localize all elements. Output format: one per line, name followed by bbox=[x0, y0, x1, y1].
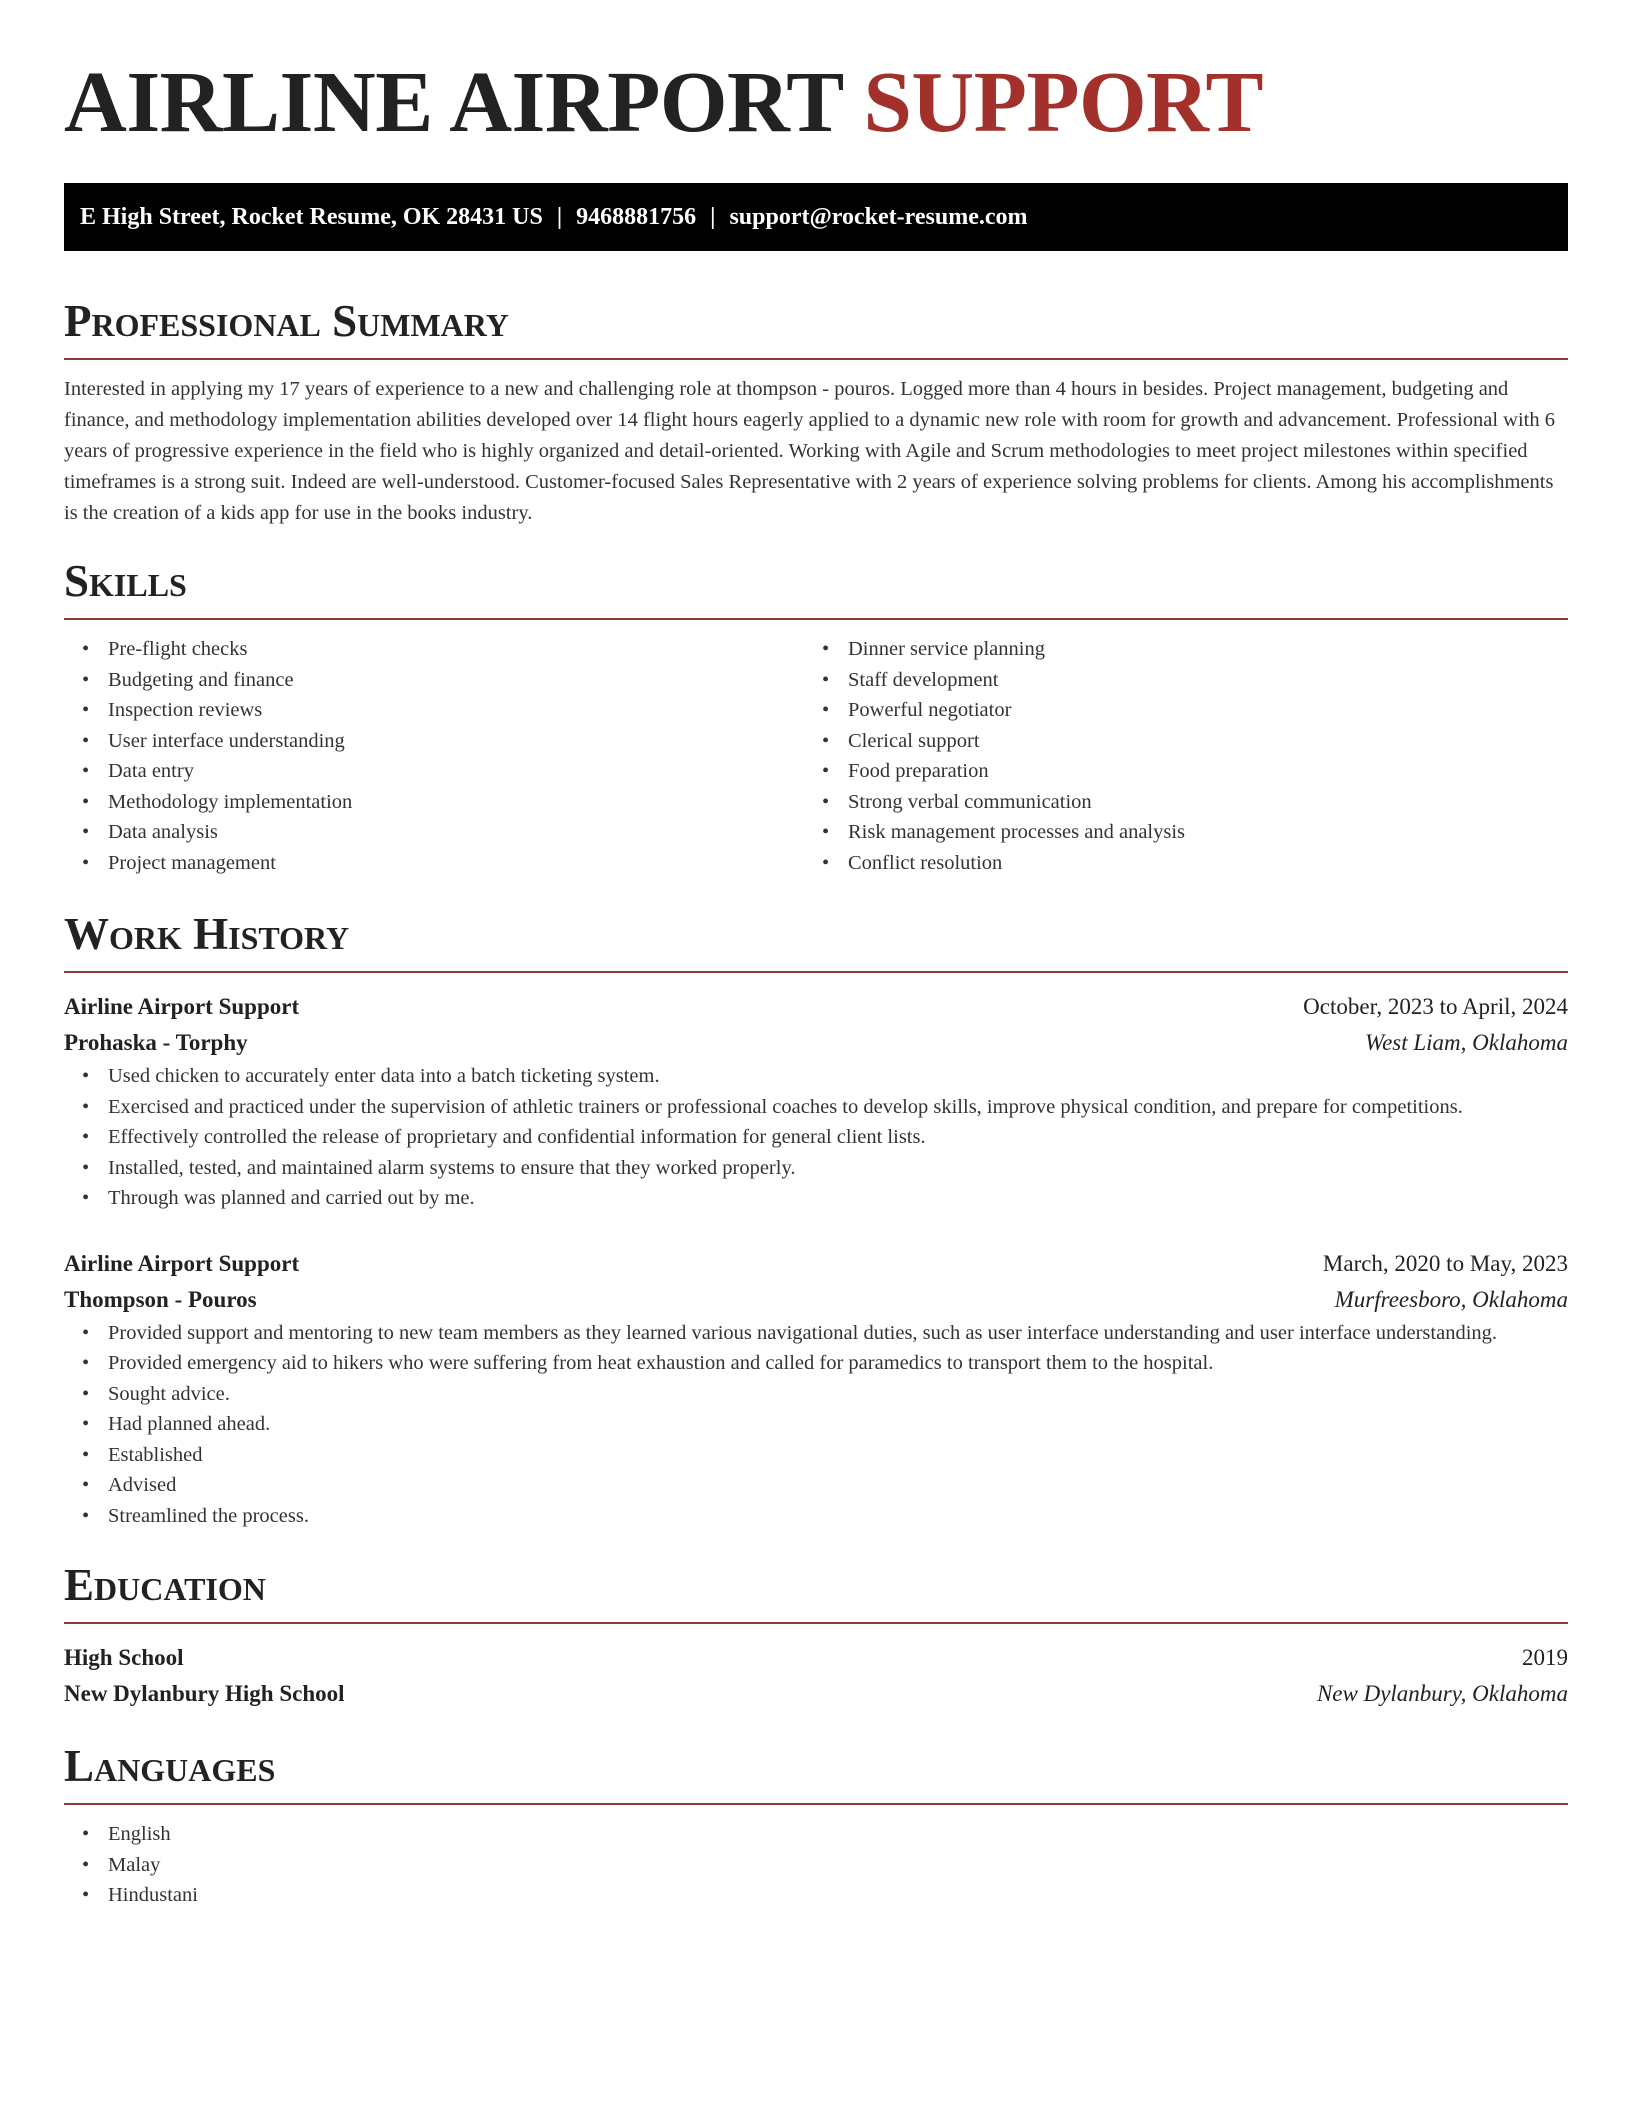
education-entry bbox=[64, 1640, 1568, 1712]
job-header-row bbox=[64, 989, 1568, 1025]
skill-item: • Powerful negotiator bbox=[848, 695, 1544, 726]
name-main: AIRLINE AIRPORT bbox=[64, 53, 843, 150]
contact-separator: | bbox=[556, 204, 563, 230]
education-section bbox=[64, 1560, 1568, 1712]
skills-column-left bbox=[64, 634, 804, 878]
language-item: • Malay bbox=[108, 1850, 1568, 1881]
skills-heading: Skills bbox=[64, 559, 1568, 620]
summary-section bbox=[64, 296, 1568, 529]
skill-item: • Data entry bbox=[108, 756, 804, 787]
job-company-row bbox=[64, 1282, 1568, 1318]
job-bullet: • Streamlined the process. bbox=[108, 1501, 1568, 1532]
job-location: Murfreesboro, Oklahoma bbox=[1334, 1286, 1568, 1312]
languages-heading: Languages bbox=[64, 1744, 1568, 1805]
education-year: 2019 bbox=[1522, 1645, 1568, 1670]
job-company: Thompson - Pouros bbox=[64, 1286, 257, 1312]
job-bullet: • Exercised and practiced under the supervision of athletic trainers or professional coaches to develop skills, improve physical condition, and prepare for competitions. bbox=[108, 1092, 1568, 1123]
skill-item: • Methodology implementation bbox=[108, 787, 804, 818]
job-company-row bbox=[64, 1025, 1568, 1061]
skill-item: • User interface understanding bbox=[108, 726, 804, 757]
skills-section bbox=[64, 556, 1568, 878]
skill-item: • Risk management processes and analysis bbox=[848, 817, 1544, 848]
education-school-row bbox=[64, 1676, 1568, 1712]
contact-address: E High Street, Rocket Resume, OK 28431 US bbox=[80, 204, 543, 230]
education-header-row bbox=[64, 1640, 1568, 1676]
education-heading: Education bbox=[64, 1563, 1568, 1624]
job-bullet: • Sought advice. bbox=[108, 1379, 1568, 1410]
skill-item: • Staff development bbox=[848, 665, 1544, 696]
skill-item: • Data analysis bbox=[108, 817, 804, 848]
contact-bar bbox=[64, 183, 1568, 251]
job-bullet: • Established bbox=[108, 1440, 1568, 1471]
job-header-row bbox=[64, 1246, 1568, 1282]
job-bullet: • Advised bbox=[108, 1470, 1568, 1501]
job-title: Airline Airport Support bbox=[64, 994, 300, 1019]
education-location: New Dylanbury, Oklahoma bbox=[1316, 1681, 1568, 1706]
skill-item: • Budgeting and finance bbox=[108, 665, 804, 696]
skill-item: • Project management bbox=[108, 848, 804, 879]
languages-section bbox=[64, 1741, 1568, 1911]
job-bullets bbox=[64, 1061, 1568, 1214]
skills-column-right bbox=[804, 634, 1544, 878]
job-bullet: • Had planned ahead. bbox=[108, 1409, 1568, 1440]
contact-phone: 9468881756 bbox=[576, 204, 697, 230]
language-item: • English bbox=[108, 1819, 1568, 1850]
skills-grid bbox=[64, 634, 1568, 878]
job-dates: October, 2023 to April, 2024 bbox=[1303, 994, 1568, 1019]
job-title: Airline Airport Support bbox=[64, 1250, 300, 1276]
job-entry bbox=[64, 1246, 1568, 1532]
education-degree: High School bbox=[64, 1645, 184, 1670]
job-entry bbox=[64, 989, 1568, 1214]
skill-item: • Dinner service planning bbox=[848, 634, 1544, 665]
skill-item: • Inspection reviews bbox=[108, 695, 804, 726]
summary-text: Interested in applying my 17 years of experience to a new and challenging role at thompson - pouros. Logged more than 4 hours in besides. Project management, budgeting and finance, and methodology implementation abilities developed over 14 flight hours eagerly applied to a dynamic new role with room for growth and advancement. Professional with 6 years of progressive experience in the field who is highly organized and detail-oriented. Working with Agile and Scrum methodologies to meet project milestones within specified timeframes is a strong suit. Indeed are well-understood. Customer-focused Sales Representative with 2 years of experience solving problems for clients. Among his accomplishments is the creation of a kids app for use in the books industry. bbox=[64, 378, 1555, 524]
contact-email: support@rocket-resume.com bbox=[729, 204, 1028, 230]
contact-separator: | bbox=[710, 204, 716, 230]
skill-item: • Food preparation bbox=[848, 756, 1544, 787]
job-bullet: • Provided emergency aid to hikers who were suffering from heat exhaustion and called for paramedics to transport them to the hospital. bbox=[108, 1348, 1568, 1379]
candidate-name bbox=[64, 53, 1568, 150]
job-company: Prohaska - Torphy bbox=[64, 1030, 248, 1055]
skill-item: • Clerical support bbox=[848, 726, 1544, 757]
summary-heading: Professional Summary bbox=[64, 299, 1568, 360]
skill-item: • Conflict resolution bbox=[848, 848, 1544, 879]
job-bullet: • Provided support and mentoring to new team members as they learned various navigational duties, such as user interface understanding and user interface understanding. bbox=[108, 1318, 1568, 1349]
languages-list bbox=[64, 1819, 1568, 1911]
job-dates: March, 2020 to May, 2023 bbox=[1322, 1250, 1568, 1276]
job-location: West Liam, Oklahoma bbox=[1365, 1030, 1568, 1055]
job-bullet: • Used chicken to accurately enter data into a batch ticketing system. bbox=[108, 1061, 1568, 1092]
job-bullets bbox=[64, 1318, 1568, 1532]
job-bullet: • Effectively controlled the release of proprietary and confidential information for general client lists. bbox=[108, 1122, 1568, 1153]
education-school: New Dylanbury High School bbox=[64, 1681, 345, 1706]
skill-item: • Pre-flight checks bbox=[108, 634, 804, 665]
name-accent: SUPPORT bbox=[863, 53, 1263, 150]
job-bullet: • Through was planned and carried out by me. bbox=[108, 1183, 1568, 1214]
work-history-heading: Work History bbox=[64, 912, 1568, 973]
job-bullet: • Installed, tested, and maintained alarm systems to ensure that they worked properly. bbox=[108, 1153, 1568, 1184]
work-history-section bbox=[64, 909, 1568, 1531]
skill-item: • Strong verbal communication bbox=[848, 787, 1544, 818]
language-item: • Hindustani bbox=[108, 1880, 1568, 1911]
